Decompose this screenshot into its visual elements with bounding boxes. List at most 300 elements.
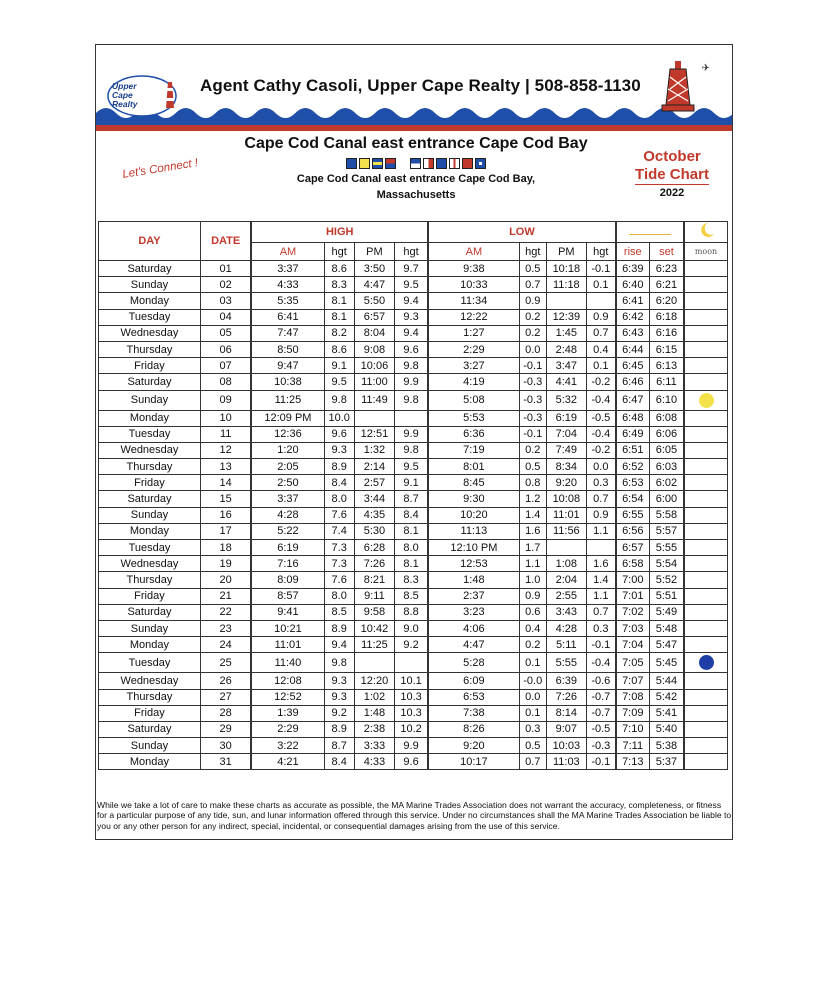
- sunset-time: 6:00: [649, 491, 684, 507]
- high-pm-time: 12:51: [354, 426, 394, 442]
- high-am-time: 10:38: [251, 374, 324, 390]
- sun-header: [616, 222, 684, 243]
- high-pm-height: 9.5: [394, 277, 428, 293]
- low-pm-time: 8:34: [546, 459, 586, 475]
- high-pm-header: PM: [354, 243, 394, 261]
- date-cell: 24: [200, 637, 251, 653]
- date-cell: 20: [200, 572, 251, 588]
- day-cell: Wednesday: [99, 673, 201, 689]
- high-am-height: 8.9: [324, 459, 354, 475]
- moon-phase-cell: [684, 426, 727, 442]
- high-pm-height: 9.7: [394, 261, 428, 277]
- day-cell: Monday: [99, 637, 201, 653]
- date-cell: 12: [200, 442, 251, 458]
- high-am-time: 2:05: [251, 459, 324, 475]
- low-pm-height: -0.6: [586, 673, 615, 689]
- low-am-time: 9:38: [428, 261, 519, 277]
- sunrise-time: 6:46: [616, 374, 650, 390]
- buoy-icon: [656, 59, 700, 119]
- sunset-time: 6:10: [649, 390, 684, 410]
- high-pm-height: 9.8: [394, 390, 428, 410]
- table-row: [99, 358, 728, 374]
- full-moon-icon: [699, 393, 714, 408]
- moon-phase-cell: [684, 620, 727, 636]
- date-cell: 30: [200, 738, 251, 754]
- high-pm-time: 9:08: [354, 341, 394, 357]
- sunset-time: 5:41: [649, 705, 684, 721]
- day-cell: Saturday: [99, 374, 201, 390]
- low-am-time: 8:26: [428, 721, 519, 737]
- sunset-time: 5:48: [649, 620, 684, 636]
- high-pm-time: 6:57: [354, 309, 394, 325]
- day-cell: Saturday: [99, 604, 201, 620]
- low-am-time: 3:27: [428, 358, 519, 374]
- low-pm-time: 6:39: [546, 673, 586, 689]
- sunset-time: 5:38: [649, 738, 684, 754]
- table-row: [99, 293, 728, 309]
- date-cell: 11: [200, 426, 251, 442]
- low-am-height: 0.2: [519, 325, 546, 341]
- header: [96, 45, 732, 133]
- date-cell: 03: [200, 293, 251, 309]
- high-pm-height: 9.0: [394, 620, 428, 636]
- high-pm-time: 11:49: [354, 390, 394, 410]
- low-pm-height: -0.4: [586, 390, 615, 410]
- high-am-time: 12:52: [251, 689, 324, 705]
- low-pm-time: 1:08: [546, 556, 586, 572]
- low-pm-height: 0.9: [586, 309, 615, 325]
- date-cell: 06: [200, 341, 251, 357]
- day-cell: Tuesday: [99, 426, 201, 442]
- high-am-header: AM: [251, 243, 324, 261]
- sunrise-time: 6:51: [616, 442, 650, 458]
- sunset-time: 5:55: [649, 540, 684, 556]
- low-pm-height: [586, 540, 615, 556]
- date-cell: 05: [200, 325, 251, 341]
- date-cell: 16: [200, 507, 251, 523]
- high-am-height: 9.2: [324, 705, 354, 721]
- high-am-time: 7:47: [251, 325, 324, 341]
- moon-phase-cell: [684, 341, 727, 357]
- low-pm-time: 10:08: [546, 491, 586, 507]
- date-cell: 15: [200, 491, 251, 507]
- new-moon-icon: [699, 655, 714, 670]
- low-pm-time: 12:39: [546, 309, 586, 325]
- low-am-height: 0.7: [519, 277, 546, 293]
- sunset-time: 6:16: [649, 325, 684, 341]
- sunrise-time: 6:49: [616, 426, 650, 442]
- table-row: [99, 325, 728, 341]
- high-pm-time: 10:06: [354, 358, 394, 374]
- low-am-header: AM: [428, 243, 519, 261]
- table-row: [99, 721, 728, 737]
- sunrise-time: 6:47: [616, 390, 650, 410]
- table-row: [99, 738, 728, 754]
- high-am-height: 9.3: [324, 442, 354, 458]
- high-pm-time: 1:48: [354, 705, 394, 721]
- sunset-time: 6:05: [649, 442, 684, 458]
- moon-phase-cell: [684, 475, 727, 491]
- location-line-1: Cape Cod Canal east entrance Cape Cod Bay,: [296, 173, 536, 185]
- low-pm-height: -0.7: [586, 689, 615, 705]
- high-am-height: 7.3: [324, 556, 354, 572]
- low-am-time: 5:53: [428, 410, 519, 426]
- low-am-time: 5:08: [428, 390, 519, 410]
- day-cell: Friday: [99, 358, 201, 374]
- low-pm-height: 1.6: [586, 556, 615, 572]
- sunrise-time: 6:52: [616, 459, 650, 475]
- high-am-height: 8.6: [324, 341, 354, 357]
- day-cell: Friday: [99, 588, 201, 604]
- sunset-time: 6:23: [649, 261, 684, 277]
- table-row: [99, 309, 728, 325]
- high-am-height: 9.8: [324, 390, 354, 410]
- low-am-time: 1:27: [428, 325, 519, 341]
- high-pm-time: 4:33: [354, 754, 394, 770]
- date-cell: 10: [200, 410, 251, 426]
- high-pm-time: 5:50: [354, 293, 394, 309]
- high-am-time: 12:36: [251, 426, 324, 442]
- table-row: [99, 689, 728, 705]
- day-cell: Friday: [99, 475, 201, 491]
- table-row: [99, 459, 728, 475]
- low-pm-time: 5:11: [546, 637, 586, 653]
- date-cell: 26: [200, 673, 251, 689]
- low-am-height: -0.3: [519, 390, 546, 410]
- high-pm-height: 9.8: [394, 358, 428, 374]
- low-pm-time: 11:56: [546, 523, 586, 539]
- day-cell: Thursday: [99, 572, 201, 588]
- tide-chart-card: [95, 44, 733, 840]
- high-pm-height: [394, 653, 428, 673]
- low-pm-height: 0.9: [586, 507, 615, 523]
- moon-phase-cell: [684, 604, 727, 620]
- high-am-time: 1:20: [251, 442, 324, 458]
- sunset-time: 5:45: [649, 653, 684, 673]
- low-pm-time: 4:28: [546, 620, 586, 636]
- low-am-height: 0.2: [519, 309, 546, 325]
- low-pm-time: 7:04: [546, 426, 586, 442]
- low-pm-height: 1.1: [586, 523, 615, 539]
- low-am-height: 0.9: [519, 588, 546, 604]
- agent-contact: Agent Cathy Casoli, Upper Cape Realty | 508-858-1130: [200, 76, 641, 95]
- sunrise-time: 7:04: [616, 637, 650, 653]
- high-pm-time: 3:33: [354, 738, 394, 754]
- low-am-time: 12:10 PM: [428, 540, 519, 556]
- low-pm-height: 0.0: [586, 459, 615, 475]
- sunset-time: 5:52: [649, 572, 684, 588]
- high-am-time: 7:16: [251, 556, 324, 572]
- high-pm-height: 8.3: [394, 572, 428, 588]
- high-am-height: 8.7: [324, 738, 354, 754]
- high-pm-time: [354, 653, 394, 673]
- high-pm-time: 9:11: [354, 588, 394, 604]
- low-header: LOW: [428, 222, 616, 243]
- day-cell: Wednesday: [99, 325, 201, 341]
- sunrise-time: 6:43: [616, 325, 650, 341]
- day-cell: Tuesday: [99, 309, 201, 325]
- low-am-height: 0.1: [519, 705, 546, 721]
- sunrise-time: 6:40: [616, 277, 650, 293]
- high-pm-height: 9.9: [394, 426, 428, 442]
- low-pm-height: [586, 293, 615, 309]
- table-row: [99, 426, 728, 442]
- low-pm-time: 8:14: [546, 705, 586, 721]
- low-am-height: 0.8: [519, 475, 546, 491]
- low-pm-height: -0.3: [586, 738, 615, 754]
- low-pm-height: -0.5: [586, 721, 615, 737]
- low-pm-time: 6:19: [546, 410, 586, 426]
- moon-phase-cell: [684, 358, 727, 374]
- low-pm-header: PM: [546, 243, 586, 261]
- low-am-time: 2:37: [428, 588, 519, 604]
- low-am-height: -0.3: [519, 410, 546, 426]
- high-am-height: 9.3: [324, 689, 354, 705]
- high-am-time: 10:21: [251, 620, 324, 636]
- table-row: [99, 374, 728, 390]
- sunset-time: 5:57: [649, 523, 684, 539]
- high-pm-height: 8.4: [394, 507, 428, 523]
- sunrise-time: 6:44: [616, 341, 650, 357]
- high-am-time: 8:09: [251, 572, 324, 588]
- table-row: [99, 507, 728, 523]
- low-am-height: 0.6: [519, 604, 546, 620]
- high-am-height: 8.9: [324, 721, 354, 737]
- low-pm-height: 0.3: [586, 475, 615, 491]
- disclaimer: While we take a lot of care to make these charts as accurate as possible, the MA Marine Trades Association does not warrant the accuracy, completeness, or fitness for a particular purpose of any tide, sun, and lunar information offered through this service. Under no circumstances shall the MA Marine Trades Association be liable to you or any other person for any indirect, special, incidental, or consequential damages arising from the use of this service.: [97, 800, 732, 831]
- sunrise-time: 7:13: [616, 754, 650, 770]
- day-cell: Tuesday: [99, 653, 201, 673]
- moon-phase-cell: [684, 491, 727, 507]
- low-am-time: 10:20: [428, 507, 519, 523]
- day-cell: Sunday: [99, 738, 201, 754]
- table-row: [99, 523, 728, 539]
- date-cell: 31: [200, 754, 251, 770]
- high-pm-time: 12:20: [354, 673, 394, 689]
- sunset-time: 6:11: [649, 374, 684, 390]
- high-pm-height: 9.9: [394, 738, 428, 754]
- sunrise-time: 7:02: [616, 604, 650, 620]
- sunset-time: 5:58: [649, 507, 684, 523]
- low-pm-height: 0.1: [586, 277, 615, 293]
- low-am-height: 0.4: [519, 620, 546, 636]
- high-pm-time: 6:28: [354, 540, 394, 556]
- high-am-height: 9.1: [324, 358, 354, 374]
- low-am-time: 6:53: [428, 689, 519, 705]
- day-header: DAY: [99, 222, 201, 261]
- moon-phase-cell: [684, 410, 727, 426]
- moon-phase-cell: [684, 637, 727, 653]
- sunrise-time: 7:03: [616, 620, 650, 636]
- high-am-time: 8:50: [251, 341, 324, 357]
- high-pm-height: 8.1: [394, 523, 428, 539]
- low-am-time: 6:09: [428, 673, 519, 689]
- day-cell: Monday: [99, 523, 201, 539]
- date-cell: 01: [200, 261, 251, 277]
- day-cell: Wednesday: [99, 442, 201, 458]
- low-am-height: 1.4: [519, 507, 546, 523]
- lets-connect-text: Let's Connect !: [121, 157, 199, 181]
- date-cell: 07: [200, 358, 251, 374]
- moon-phase-cell: [684, 572, 727, 588]
- low-pm-height: -0.2: [586, 442, 615, 458]
- sunset-time: 6:15: [649, 341, 684, 357]
- low-pm-height: -0.5: [586, 410, 615, 426]
- high-pm-time: 11:25: [354, 637, 394, 653]
- tide-table: [98, 221, 728, 770]
- high-am-time: 11:40: [251, 653, 324, 673]
- high-am-height: 9.3: [324, 673, 354, 689]
- high-pm-height: 9.1: [394, 475, 428, 491]
- high-pm-time: 2:38: [354, 721, 394, 737]
- high-pm-height: 8.7: [394, 491, 428, 507]
- low-am-height: 1.1: [519, 556, 546, 572]
- high-pm-time: 7:26: [354, 556, 394, 572]
- low-pm-height: 0.7: [586, 325, 615, 341]
- moon-phase-cell: [684, 293, 727, 309]
- date-cell: 17: [200, 523, 251, 539]
- sunrise-time: 7:05: [616, 653, 650, 673]
- low-pm-height: 0.7: [586, 604, 615, 620]
- sunrise-time: 7:01: [616, 588, 650, 604]
- table-row: [99, 390, 728, 410]
- low-pm-time: 5:32: [546, 390, 586, 410]
- moon-phase-cell: [684, 673, 727, 689]
- high-pm-time: 9:58: [354, 604, 394, 620]
- high-pm-height: 8.5: [394, 588, 428, 604]
- low-am-time: 3:23: [428, 604, 519, 620]
- date-cell: 21: [200, 588, 251, 604]
- table-row: [99, 653, 728, 673]
- high-am-height: 8.3: [324, 277, 354, 293]
- sunrise-time: 6:42: [616, 309, 650, 325]
- high-pm-height: 9.4: [394, 325, 428, 341]
- low-am-height: 0.2: [519, 442, 546, 458]
- high-pm-height: 8.8: [394, 604, 428, 620]
- low-am-time: 4:47: [428, 637, 519, 653]
- low-am-height: 1.2: [519, 491, 546, 507]
- day-cell: Saturday: [99, 721, 201, 737]
- sunset-time: 6:18: [649, 309, 684, 325]
- low-am-time: 7:19: [428, 442, 519, 458]
- date-cell: 19: [200, 556, 251, 572]
- day-cell: Sunday: [99, 620, 201, 636]
- signal-flags: [236, 158, 596, 170]
- moon-phase-cell: [684, 507, 727, 523]
- sun-icon: [629, 234, 671, 235]
- moon-phase-cell: [684, 261, 727, 277]
- moon-phase-cell: [684, 374, 727, 390]
- high-am-height: 9.8: [324, 653, 354, 673]
- sunrise-time: 6:48: [616, 410, 650, 426]
- sunset-time: 5:40: [649, 721, 684, 737]
- high-am-height: 8.0: [324, 491, 354, 507]
- low-pm-time: 11:18: [546, 277, 586, 293]
- date-cell: 14: [200, 475, 251, 491]
- low-am-time: 12:22: [428, 309, 519, 325]
- year: 2022: [659, 187, 685, 199]
- high-am-height: 7.6: [324, 507, 354, 523]
- moon-phase-cell: [684, 325, 727, 341]
- sunrise-time: 6:54: [616, 491, 650, 507]
- high-am-height: 7.4: [324, 523, 354, 539]
- table-row: [99, 491, 728, 507]
- high-am-time: 5:22: [251, 523, 324, 539]
- high-pm-time: 8:21: [354, 572, 394, 588]
- sunrise-time: 7:07: [616, 673, 650, 689]
- table-row: [99, 705, 728, 721]
- low-pm-time: 1:45: [546, 325, 586, 341]
- table-row: [99, 341, 728, 357]
- table-row: [99, 637, 728, 653]
- high-am-time: 3:37: [251, 261, 324, 277]
- low-am-time: 6:36: [428, 426, 519, 442]
- moon-phase-cell: [684, 689, 727, 705]
- title-block: [236, 134, 596, 202]
- low-am-height: 0.7: [519, 754, 546, 770]
- low-pm-time: 7:49: [546, 442, 586, 458]
- sunrise-time: 6:53: [616, 475, 650, 491]
- table-row: [99, 556, 728, 572]
- low-pm-time: 10:03: [546, 738, 586, 754]
- day-cell: Thursday: [99, 689, 201, 705]
- low-pm-time: 9:20: [546, 475, 586, 491]
- day-cell: Monday: [99, 410, 201, 426]
- low-am-height: -0.3: [519, 374, 546, 390]
- low-am-height: 0.5: [519, 261, 546, 277]
- moon-phase-cell: [684, 556, 727, 572]
- low-pm-height: -0.2: [586, 374, 615, 390]
- day-cell: Sunday: [99, 277, 201, 293]
- moon-phase-cell: [684, 721, 727, 737]
- sunrise-time: 6:58: [616, 556, 650, 572]
- sunset-time: 5:42: [649, 689, 684, 705]
- low-am-height: 0.5: [519, 738, 546, 754]
- low-am-height: -0.0: [519, 673, 546, 689]
- location-line-2: Massachusetts: [376, 189, 456, 201]
- high-pm-time: [354, 410, 394, 426]
- table-row: [99, 475, 728, 491]
- upper-cape-realty-logo: [106, 74, 186, 124]
- day-cell: Saturday: [99, 261, 201, 277]
- high-am-time: 9:47: [251, 358, 324, 374]
- low-pm-time: [546, 293, 586, 309]
- low-pm-height: 0.3: [586, 620, 615, 636]
- high-am-time: 6:41: [251, 309, 324, 325]
- high-pm-time: 4:47: [354, 277, 394, 293]
- high-am-time: 2:29: [251, 721, 324, 737]
- low-pm-time: 2:55: [546, 588, 586, 604]
- moon-phase-cell: [684, 738, 727, 754]
- high-am-height: 8.6: [324, 261, 354, 277]
- low-am-time: 12:53: [428, 556, 519, 572]
- day-cell: Thursday: [99, 341, 201, 357]
- high-am-height: 8.2: [324, 325, 354, 341]
- low-am-hgt-header: hgt: [519, 243, 546, 261]
- high-pm-height: 9.6: [394, 341, 428, 357]
- table-row: [99, 754, 728, 770]
- low-am-time: 9:30: [428, 491, 519, 507]
- low-pm-height: 1.4: [586, 572, 615, 588]
- high-pm-height: 8.0: [394, 540, 428, 556]
- high-pm-height: 10.2: [394, 721, 428, 737]
- low-pm-height: -0.1: [586, 754, 615, 770]
- date-cell: 25: [200, 653, 251, 673]
- low-pm-hgt-header: hgt: [586, 243, 615, 261]
- table-row: [99, 410, 728, 426]
- low-pm-height: -0.7: [586, 705, 615, 721]
- high-am-time: 9:41: [251, 604, 324, 620]
